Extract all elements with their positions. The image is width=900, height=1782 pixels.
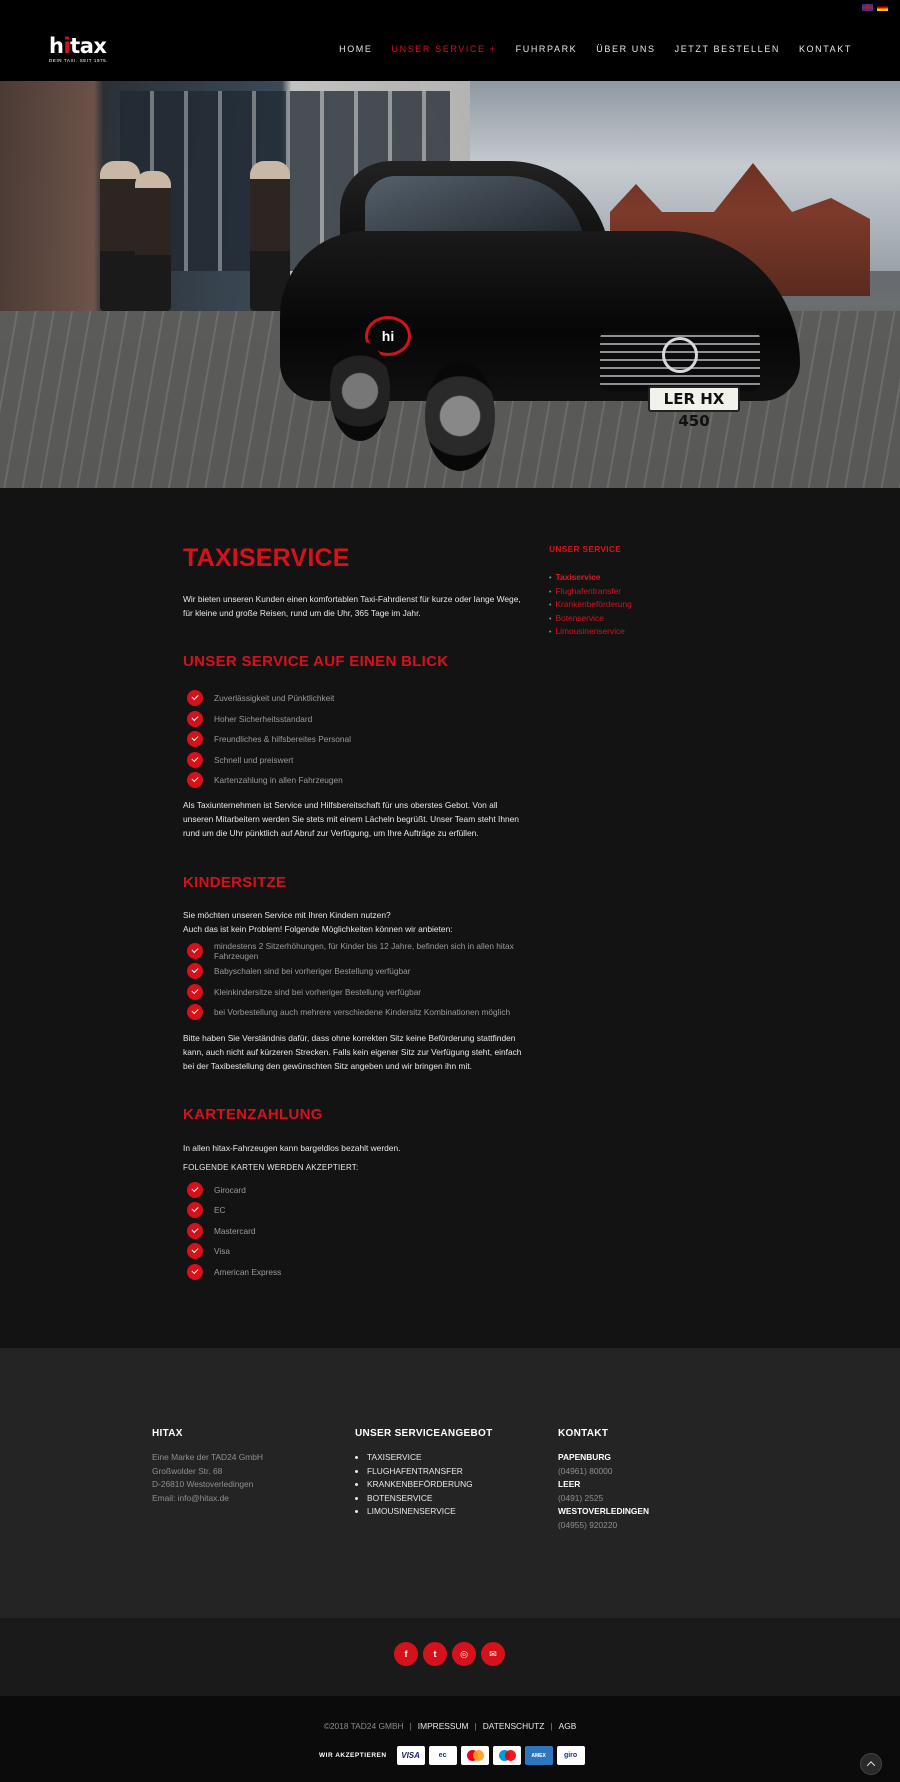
section-heading-kindersitze: KINDERSITZE	[183, 873, 287, 891]
footer-heading: UNSER SERVICEANGEBOT	[355, 1428, 493, 1439]
sidebar-item-krankenbefoerderung[interactable]: • Krankenbeförderung	[549, 598, 729, 612]
check-icon	[187, 690, 203, 706]
list-item-text: Kartenzahlung in allen Fahrzeugen	[214, 775, 343, 786]
sidebar-list	[549, 571, 729, 639]
logo-text: hitax	[49, 34, 107, 58]
footer-line: D-26810 Westoverledingen	[152, 1479, 254, 1490]
impressum-link[interactable]: IMPRESSUM	[417, 1721, 469, 1731]
footer-line: Eine Marke der TAD24 GmbH	[152, 1452, 263, 1462]
check-icon	[187, 752, 203, 768]
hero-image	[0, 81, 900, 488]
check-icon	[187, 772, 203, 788]
separator: |	[550, 1721, 553, 1731]
list-item-text: Kleinkindersitze sind bei vorheriger Bestellung verfügbar	[214, 986, 422, 997]
check-icon	[187, 1243, 203, 1259]
list-item-text: Babyschalen sind bei vorheriger Bestellung verfügbar	[214, 966, 411, 977]
service-text: Als Taxiunternehmen ist Service und Hilfsbereitschaft für uns oberstes Gebot. Von all unseren Mitarbeitern werden Sie stets mit einem Lächeln begrüßt. Unser Team steht Ihnen rund um die Uhr pünktlich auf Abruf zur Verfügung, um Ihre Aufträge zu erfüllen.	[183, 799, 519, 838]
footer-link[interactable]: • BOTENSERVICE	[367, 1492, 493, 1506]
de-flag-icon[interactable]	[877, 4, 888, 11]
sidebar-item-limousinenservice[interactable]: • Limousinenservice	[549, 625, 729, 639]
section-heading-overview: UNSER SERVICE AUF EINEN BLICK	[183, 653, 449, 670]
social-strip	[0, 1618, 900, 1696]
girocard-icon: giro	[557, 1746, 585, 1765]
bottom-bar	[0, 1696, 900, 1782]
car-wheel	[330, 341, 390, 441]
payment-label: WIR AKZEPTIEREN	[319, 1752, 387, 1759]
maestro-icon	[493, 1746, 521, 1765]
nav-kontakt[interactable]: KONTAKT	[798, 44, 852, 54]
list-item	[183, 770, 528, 791]
list-item	[183, 729, 528, 750]
logo[interactable]	[49, 36, 119, 68]
check-icon	[187, 963, 203, 979]
sidebar-item-botenservice[interactable]: • Botenservice	[549, 612, 729, 626]
check-icon	[187, 1182, 203, 1198]
list-item	[183, 1262, 528, 1283]
footer-col-kontakt	[558, 1428, 649, 1533]
list-item	[183, 941, 528, 962]
service-sidebar	[549, 544, 729, 639]
check-icon	[187, 943, 203, 959]
kartenzahlung-subheading: FOLGENDE KARTEN WERDEN AKZEPTIERT:	[183, 1162, 359, 1172]
visa-card-icon: VISA	[397, 1746, 425, 1765]
contact-city: PAPENBURG	[558, 1452, 611, 1462]
separator: |	[409, 1721, 412, 1731]
top-bar	[0, 0, 900, 81]
scroll-to-top-button[interactable]	[860, 1753, 882, 1775]
mastercard-icon	[461, 1746, 489, 1765]
kindersitze-list	[183, 941, 528, 1023]
kindersitze-intro-1: Sie möchten unseren Service mit Ihren Kindern nutzen?	[183, 909, 391, 920]
kindersitze-text: Bitte haben Sie Verständnis dafür, dass ohne korrekten Sitz keine Beförderung stattfinden kann, auch nicht auf kürzeren Strecken. Falls kein eigener Sitz zur Verfügung steht, einfach bei der Taxibestellung den gewünschten Sitz angeben und wir bringen ihn mit.	[183, 1032, 522, 1071]
list-item-text: Zuverlässigkeit und Pünktlichkeit	[214, 693, 335, 704]
datenschutz-link[interactable]: DATENSCHUTZ	[482, 1721, 545, 1731]
list-item-text: Mastercard	[214, 1225, 256, 1236]
section-heading-kartenzahlung: KARTENZAHLUNG	[183, 1105, 323, 1123]
list-item	[183, 709, 528, 730]
logo-tagline: DEIN TAXI. SEIT 1975.	[49, 58, 109, 63]
contact-phone[interactable]: (04955) 920220	[558, 1519, 618, 1530]
list-item	[183, 1002, 528, 1023]
nav-home[interactable]: HOME	[339, 44, 373, 54]
main-nav	[339, 44, 852, 54]
contact-city: LEER	[558, 1479, 581, 1490]
facebook-icon[interactable]: f	[394, 1642, 418, 1666]
car-wheel	[425, 361, 495, 471]
list-item	[183, 982, 528, 1003]
hero-taxi	[280, 161, 800, 451]
footer-link[interactable]: • KRANKENBEFÖRDERUNG	[367, 1478, 493, 1492]
contact-city: WESTOVERLEDINGEN	[558, 1506, 650, 1517]
amex-card-icon: AMEX	[525, 1746, 553, 1765]
list-item-text: Schnell und preiswert	[214, 754, 294, 765]
contact-phone[interactable]: (0491) 2525	[558, 1492, 604, 1503]
list-item-text: mindestens 2 Sitzerhöhungen, für Kinder bis 12 Jahre, befinden sich in allen hitax Fahrzeugen	[214, 940, 514, 961]
footer-email[interactable]: Email: info@hitax.de	[152, 1492, 229, 1503]
sidebar-item-flughafentransfer[interactable]: • Flughafentransfer	[549, 585, 729, 599]
nav-fuhrpark[interactable]: FUHRPARK	[515, 44, 578, 54]
list-item-text: EC	[214, 1205, 226, 1216]
footer-heading: KONTAKT	[558, 1428, 609, 1439]
list-item-text: Hoher Sicherheitsstandard	[214, 713, 313, 724]
check-icon	[187, 1202, 203, 1218]
list-item	[183, 1180, 528, 1201]
payment-methods	[319, 1746, 585, 1765]
instagram-icon[interactable]: ◎	[452, 1642, 476, 1666]
hero-person	[100, 161, 140, 311]
list-item-text: bei Vorbestellung auch mehrere verschiedene Kindersitz Kombinationen möglich	[214, 1007, 511, 1018]
separator: |	[474, 1721, 477, 1731]
mercedes-star-icon	[662, 337, 698, 373]
language-switcher	[862, 4, 888, 11]
footer-line: Großwolder Str. 68	[152, 1465, 223, 1476]
twitter-icon[interactable]: t	[423, 1642, 447, 1666]
list-item	[183, 1221, 528, 1242]
intro-text: Wir bieten unseren Kunden einen komfortablen Taxi-Fahrdienst für kurze oder lange Wege, für kleine und große Reisen, rund um die Uhr, 365 Tage im Jahr.	[183, 594, 521, 618]
copyright-text: ©2018 TAD24 GMBH	[323, 1721, 404, 1731]
list-item-text: American Express	[214, 1266, 282, 1277]
main-column	[183, 544, 528, 1282]
list-item	[183, 1241, 528, 1262]
footer-link[interactable]: • FLUGHAFENTRANSFER	[367, 1465, 493, 1479]
check-icon	[187, 1223, 203, 1239]
nav-ueber-uns[interactable]: ÜBER UNS	[596, 44, 656, 54]
agb-link[interactable]: AGB	[558, 1721, 577, 1731]
sidebar-item-taxiservice[interactable]: • Taxiservice	[549, 571, 729, 585]
en-flag-icon[interactable]	[862, 4, 873, 11]
car-door-logo: hi	[365, 316, 411, 356]
list-item-text: Visa	[214, 1246, 230, 1257]
nav-unser-service[interactable]: UNSER SERVICE +	[391, 44, 497, 54]
check-icon	[187, 711, 203, 727]
overview-list	[183, 688, 528, 791]
list-item-text: Girocard	[214, 1184, 246, 1195]
footer	[0, 1348, 900, 1618]
kindersitze-intro-2: Auch das ist kein Problem! Folgende Möglichkeiten können wir anbieten:	[183, 923, 453, 934]
list-item-text: Freundliches & hilfsbereites Personal	[214, 734, 351, 745]
kartenzahlung-intro: In allen hitax-Fahrzeugen kann bargeldlos bezahlt werden.	[183, 1142, 401, 1153]
footer-service-list	[355, 1451, 493, 1519]
footer-col-services	[355, 1428, 493, 1519]
footer-link[interactable]: • LIMOUSINENSERVICE	[367, 1505, 493, 1519]
page-title: TAXISERVICE	[183, 544, 350, 572]
check-icon	[187, 731, 203, 747]
footer-link[interactable]: • TAXISERVICE	[367, 1451, 493, 1465]
license-plate: LER HX 450	[648, 386, 740, 412]
list-item	[183, 750, 528, 771]
hero-person	[135, 171, 171, 311]
copyright-line	[0, 1721, 900, 1731]
content-area	[0, 488, 900, 1348]
cards-list	[183, 1180, 528, 1283]
contact-phone[interactable]: (04961) 80000	[558, 1465, 613, 1476]
footer-heading: HITAX	[152, 1428, 183, 1439]
list-item	[183, 1200, 528, 1221]
check-icon	[187, 1004, 203, 1020]
list-item	[183, 961, 528, 982]
footer-col-hitax	[152, 1428, 263, 1505]
mail-icon[interactable]: ✉	[481, 1642, 505, 1666]
ec-card-icon: ec	[429, 1746, 457, 1765]
nav-jetzt-bestellen[interactable]: JETZT BESTELLEN	[674, 44, 780, 54]
list-item	[183, 688, 528, 709]
check-icon	[187, 984, 203, 1000]
social-links	[394, 1642, 505, 1666]
check-icon	[187, 1264, 203, 1280]
sidebar-title: UNSER SERVICE	[549, 544, 622, 554]
